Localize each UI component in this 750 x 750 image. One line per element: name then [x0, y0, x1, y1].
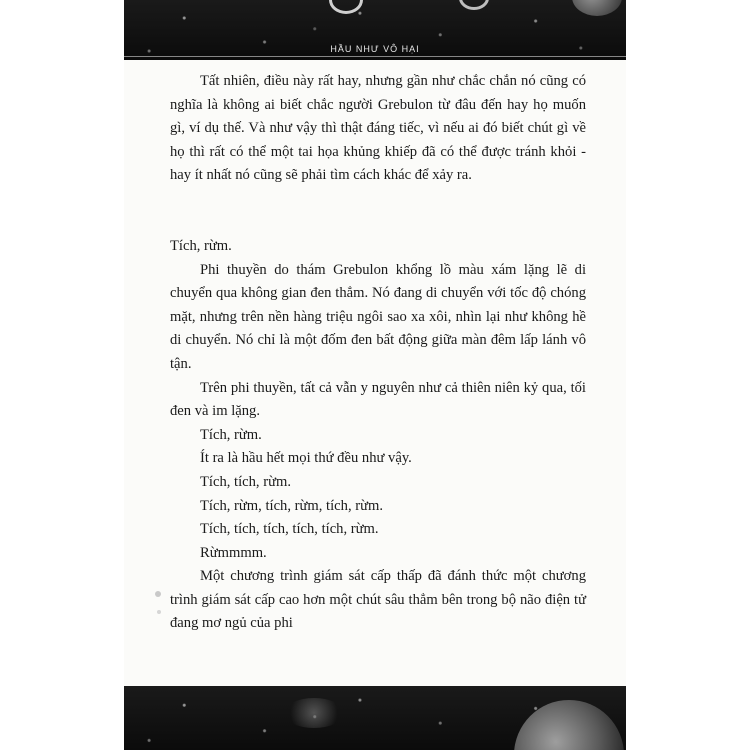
closing-paragraph: Một chương trình giám sát cấp thấp đã đánh thức một chương trình giám sát cấp cao hơn một chút sâu thẳm bên trong bộ não điện tử đang mơ ngủ của phi: [170, 568, 586, 632]
short-line: Tích, tích, tích, tích, tích, rừm.: [200, 521, 379, 538]
section-opening-line: Tích, rừm.: [170, 237, 232, 254]
book-page: [124, 0, 626, 750]
planet-illustration: [514, 700, 624, 750]
short-line: Ít ra là hầu hết mọi thứ đều như vậy.: [200, 450, 412, 467]
header-starfield-band: [124, 0, 626, 60]
planet-illustration: [572, 0, 622, 16]
short-line: Tích, rừm, tích, rừm, tích, rừm.: [200, 497, 384, 514]
opening-paragraph: Tất nhiên, điều này rất hay, nhưng gần như chắc chắn nó cũng có nghĩa là không ai biết chắc người Grebulon từ đâu đến hay họ muốn gì, ví dụ thế. Và như vậy thì thật đáng tiếc, vì nếu ai đó biết chút gì về họ thì rất có thể một tai họa khủng khiếp đã có thể được tránh khỏi - hay ít nhất nó cũng sẽ phải tìm cách khác để xảy ra.: [170, 73, 586, 184]
section-break: [170, 188, 586, 235]
short-line: Tích, rừm.: [200, 426, 262, 443]
body-paragraph: Phi thuyền do thám Grebulon khổng lồ màu xám lặng lẽ di chuyển qua không gian đen thẳm. Nó đang di chuyển với tốc độ chóng mặt, nhưng trên nền hàng triệu ngôi sao xa xôi, nhìn lại như không hề di chuyển. Nó chỉ là một đốm đen bất động giữa màn đêm lấp lánh vô tận.: [170, 261, 586, 372]
page-text: [170, 70, 586, 636]
short-line: Tích, tích, rừm.: [200, 473, 291, 490]
running-header-title: HẦU NHƯ VÔ HẠI: [330, 44, 420, 54]
header-divider: [124, 56, 626, 57]
short-line: Rừmmmm.: [200, 544, 267, 561]
planet-ring-illustration: [329, 0, 363, 14]
print-speck: [157, 610, 161, 614]
print-speck: [155, 591, 161, 597]
planet-ring-illustration: [459, 0, 489, 10]
footer-starfield-band: [124, 686, 626, 750]
nebula-glow-illustration: [284, 698, 344, 728]
body-paragraph: Trên phi thuyền, tất cả vẫn y nguyên như cả thiên niên kỷ qua, tối đen và im lặng.: [170, 379, 586, 420]
